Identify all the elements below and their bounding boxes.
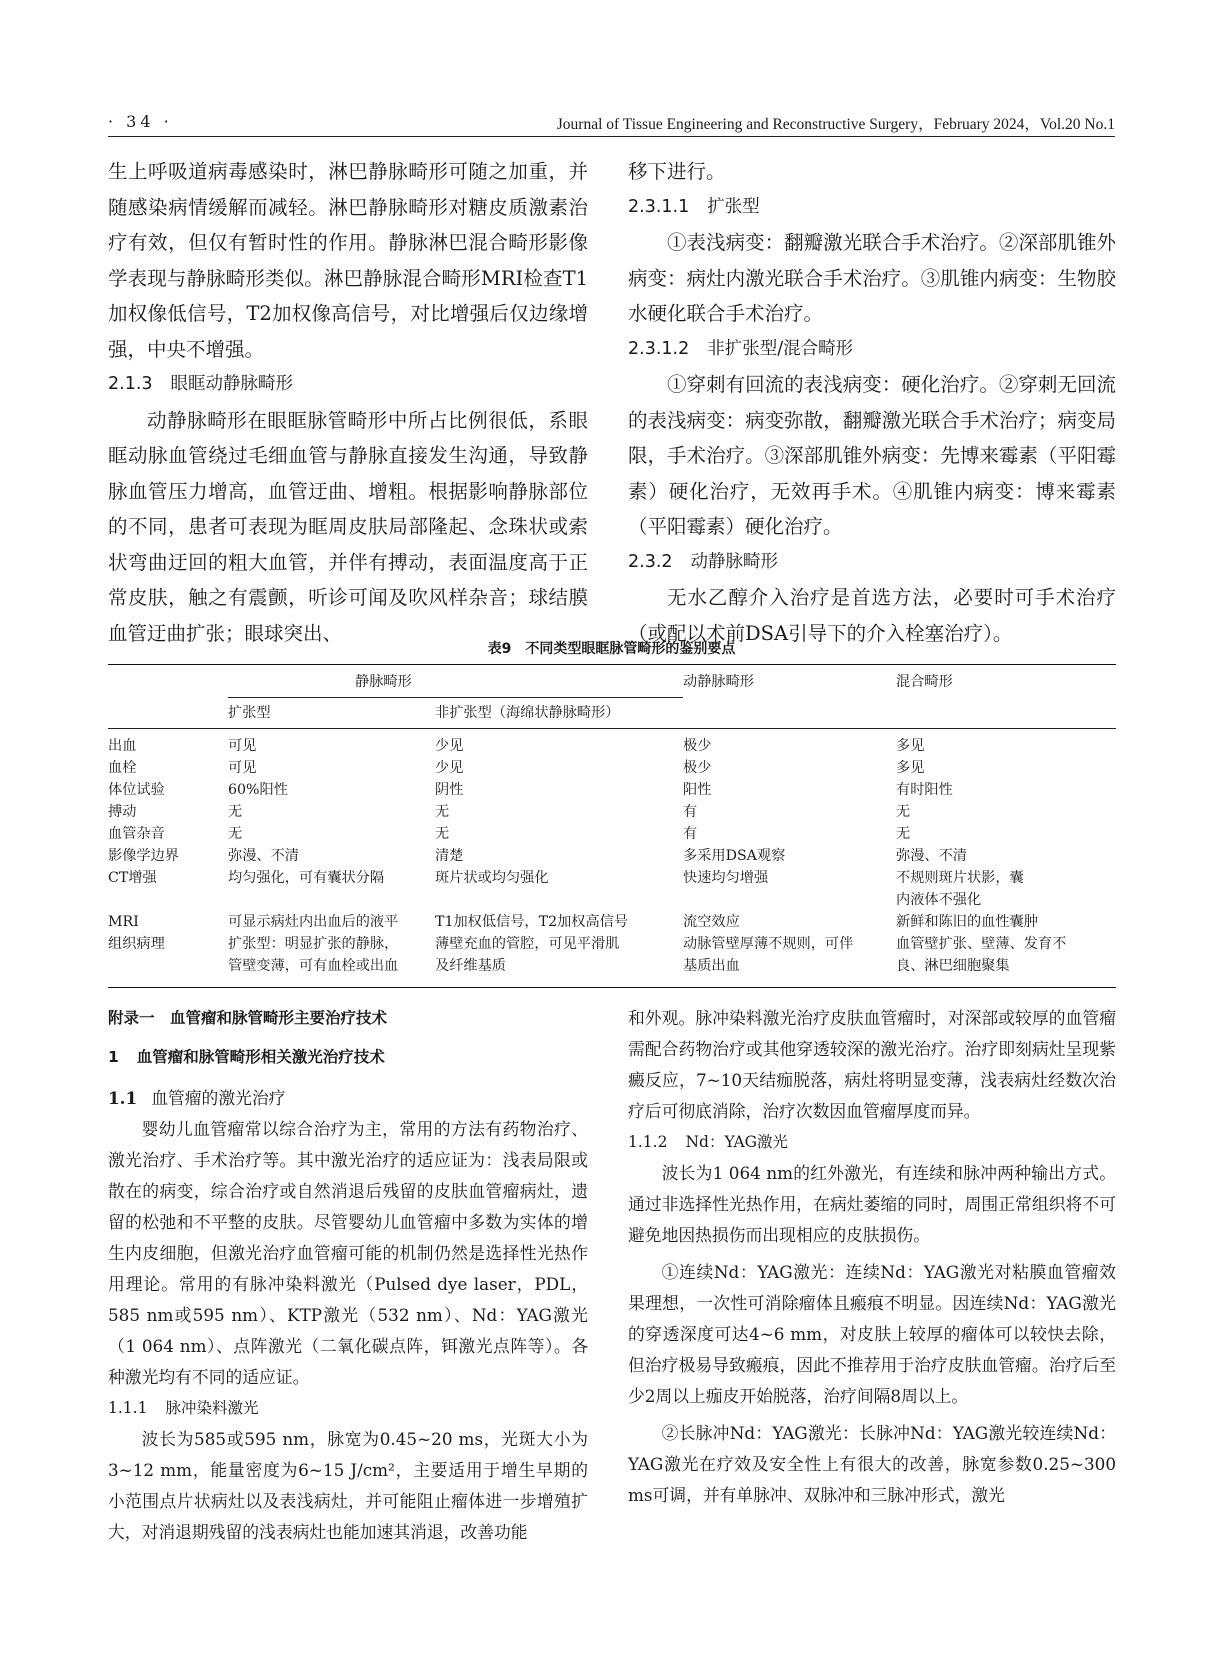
- cell: 动脉管壁厚薄不规则，可伴基质出血: [683, 933, 896, 988]
- cell: 多见: [896, 760, 925, 776]
- row-label: 影像学边界: [108, 848, 179, 864]
- cell: 清楚: [435, 848, 464, 864]
- table-row: [108, 779, 1116, 801]
- cell: 60%阳性: [228, 782, 288, 798]
- cell: 薄壁充血的管腔，可见平滑肌及纤维基质: [435, 933, 683, 988]
- row-label: MRI: [108, 914, 139, 930]
- page-number: · 34 ·: [108, 112, 173, 131]
- section-title: 血管瘤的激光治疗: [151, 1088, 286, 1108]
- table-row: [108, 801, 1116, 823]
- section-number: 2.3.1.1: [628, 196, 690, 217]
- section-number: 1.1.1: [108, 1399, 148, 1417]
- cell: 极少: [683, 738, 712, 754]
- cell: 不规则斑片状影，囊内液体不强化: [896, 870, 1024, 908]
- sub-dilated: 扩张型: [228, 698, 435, 729]
- group-venous: [228, 665, 683, 698]
- cell: 无: [435, 804, 450, 820]
- cell: 阳性: [683, 782, 712, 798]
- paragraph: 动静脉畸形在眼眶脉管畸形中所占比例很低，系眼眶动脉血管绕过毛细血管与静脉直接发生沟通，导致静脉血管压力增高，血管迂曲、增粗。根据影响静脉部位的不同，患者可表现为眶周皮肤局部隆起、念珠状或索状弯曲迂回的粗大血管，并伴有搏动，表面温度高于正常皮肤，触之有震颤，听诊可闻及吹风样杂音；球结膜血管迂曲扩张；眼球突出、: [108, 408, 588, 645]
- paragraph: 波长为585或595 nm，脉宽为0.45~20 ms，光斑大小为3~12 mm，能量密度为6~15 J/cm²，主要适用于增生早期的小范围点片状病灶以及表浅病灶，并可能阻止瘤体进一步增殖扩大，对消退期残留的浅表病灶也能加速其消退，改善功能: [108, 1429, 588, 1542]
- section-heading-1-1-1: [108, 1393, 588, 1424]
- corner-cell: [108, 698, 228, 729]
- table-row: [108, 757, 1116, 779]
- running-header: [108, 112, 1115, 138]
- section-title: 血管瘤和脉管畸形相关激光治疗技术: [136, 1048, 385, 1066]
- section-heading-1: [108, 1042, 588, 1073]
- section-number: 1.1: [108, 1088, 138, 1108]
- section-heading-1-1: [108, 1083, 588, 1114]
- paragraph: 移下进行。: [628, 160, 726, 183]
- cell: 有时阳性: [896, 782, 953, 798]
- table-row: [108, 933, 1116, 988]
- cell: 可见: [228, 760, 257, 776]
- paragraph: ①穿刺有回流的表浅病变：硬化治疗。②穿刺无回流的表浅病变：病变弥散，翻瓣激光联合手术治疗；病变局限，手术治疗。③深部肌锥外病变：先博来霉素（平阳霉素）硬化治疗，无效再手术。④肌锥内病变：博来霉素（平阳霉素）硬化治疗。: [628, 373, 1116, 538]
- row-label: CT增强: [108, 870, 157, 886]
- cell: 均匀强化，可有囊状分隔: [228, 870, 385, 886]
- cell: 弥漫、不清: [228, 848, 299, 864]
- section-heading-2-3-2: [628, 545, 1116, 581]
- row-label: 组织病理: [108, 933, 228, 988]
- table-row: [108, 867, 1116, 911]
- corner-cell: [108, 665, 228, 698]
- section-title: Nd：YAG激光: [685, 1133, 789, 1151]
- paragraph: 婴幼儿血管瘤常以综合治疗为主，常用的方法有药物治疗、激光治疗、手术治疗等。其中激光治疗的适应证为：浅表局限或散在的病变，综合治疗或自然消退后残留的皮肤血管瘤病灶，遗留的松弛和不平整的皮肤。尽管婴幼儿血管瘤中多数为实体的增生内皮细胞，但激光治疗血管瘤可能的机制仍然是选择性光热作用理论。常用的有脉冲染料激光（Pulsed dye laser，PDL，585 nm或595 nm）、KTP激光（532 nm）、Nd：YAG激光（1 064 nm）、点阵激光（二氧化碳点阵，铒激光点阵等）。各种激光均有不同的适应证。: [108, 1119, 588, 1387]
- row-label: 体位试验: [108, 782, 165, 798]
- cell: 扩张型：明显扩张的静脉，管壁变薄，可有血栓或出血: [228, 933, 435, 988]
- paragraph: 无水乙醇介入治疗是首选方法，必要时可手术治疗（或配以术前DSA引导下的介入栓塞治疗）。: [628, 586, 1116, 645]
- journal-citation: Journal of Tissue Engineering and Reconstructive Surgery，February 2024，Vol.20 No.1: [556, 116, 1115, 133]
- paragraph: 生上呼吸道病毒感染时，淋巴静脉畸形可随之加重，并随感染病情缓解而减轻。淋巴静脉畸形对糖皮质激素治疗有效，但仅有暂时性的作用。静脉淋巴混合畸形影像学表现与静脉畸形类似。淋巴静脉混合畸形MRI检查T1加权像低信号，T2加权像高信号，对比增强后仅边缘增强，中央不增强。: [108, 160, 588, 361]
- table-row: [108, 823, 1116, 845]
- cell: 快速均匀增强: [683, 870, 769, 886]
- bottom-left-column: [108, 1003, 588, 1548]
- group-mixed: 混合畸形: [896, 665, 1116, 729]
- section-title: 眼眶动静脉畸形: [170, 374, 294, 394]
- table-caption: 表9 不同类型眼眶脉管畸形的鉴别要点: [487, 641, 736, 657]
- comparison-table: [108, 664, 1116, 988]
- cell: 极少: [683, 760, 712, 776]
- paragraph: ②长脉冲Nd：YAG激光：长脉冲Nd：YAG激光较连续Nd：YAG激光在疗效及安全性上有很大的改善，脉宽参数0.25~300 ms可调，并有单脉冲、双脉冲和三脉冲形式，激光: [628, 1423, 1116, 1505]
- section-heading-2-3-1-2: [628, 332, 1116, 368]
- table-group-header: [108, 665, 1116, 698]
- paragraph: ①连续Nd：YAG激光：连续Nd：YAG激光对粘膜血管瘤效果理想，一次性可消除瘤体且瘢痕不明显。因连续Nd：YAG激光的穿透深度可达4~6 mm，对皮肤上较厚的瘤体可以较快去除，但治疗极易导致瘢痕，因此不推荐用于治疗皮肤血管瘤。治疗后至少2周以上痂皮开始脱落，治疗间隔8周以上。: [628, 1262, 1116, 1406]
- cell: 有: [683, 804, 698, 820]
- cell: 可见: [228, 738, 257, 754]
- cell: 无: [896, 804, 911, 820]
- row-label: 血管杂音: [108, 826, 165, 842]
- section-number: 2.3.2: [628, 551, 673, 572]
- bottom-right-column: [628, 1003, 1116, 1511]
- section-heading-2-3-1-1: [628, 190, 1116, 226]
- section-title: 脉冲染料激光: [165, 1399, 259, 1417]
- top-right-column: [628, 154, 1116, 651]
- appendix-title: 附录一 血管瘤和脉管畸形主要治疗技术: [108, 1009, 388, 1027]
- section-number: 2.1.3: [108, 374, 153, 394]
- cell: 少见: [435, 760, 464, 776]
- sub-nondilated: 非扩张型（海绵状静脉畸形）: [435, 698, 683, 729]
- cell: 少见: [435, 738, 464, 754]
- group-av: 动静脉畸形: [683, 665, 896, 729]
- table-row: [108, 729, 1116, 758]
- section-title: 动静脉畸形: [690, 551, 779, 572]
- cell: 阴性: [435, 782, 464, 798]
- cell: 可显示病灶内出血后的液平: [228, 914, 399, 930]
- paragraph: 和外观。脉冲染料激光治疗皮肤血管瘤时，对深部或较厚的血管瘤需配合药物治疗或其他穿透较深的激光治疗。治疗即刻病灶呈现紫癜反应，7~10天结痂脱落，病灶将明显变薄，浅表病灶经数次治疗后可彻底消除，治疗次数因血管瘤厚度而异。: [628, 1008, 1116, 1121]
- cell: 无: [228, 804, 243, 820]
- cell: T1加权低信号，T2加权高信号: [435, 914, 629, 930]
- section-title: 非扩张型/混合畸形: [707, 338, 854, 359]
- row-label: 搏动: [108, 804, 137, 820]
- row-label: 血栓: [108, 760, 137, 776]
- header-rule: [108, 136, 1115, 137]
- section-number: 1: [108, 1048, 119, 1066]
- cell: 弥漫、不清: [896, 848, 967, 864]
- cell: 有: [683, 826, 698, 842]
- top-left-column: [108, 154, 588, 651]
- section-number: 2.3.1.2: [628, 338, 690, 359]
- cell: 血管壁扩张、壁薄、发育不良、淋巴细胞聚集: [896, 933, 1116, 988]
- section-number: 1.1.2: [628, 1133, 668, 1151]
- cell: 流空效应: [683, 914, 740, 930]
- cell: 斑片状或均匀强化: [435, 870, 549, 886]
- section-title: 扩张型: [707, 196, 760, 217]
- cell: 新鲜和陈旧的血性囊肿: [896, 914, 1038, 930]
- cell: 无: [228, 826, 243, 842]
- table-row: [108, 911, 1116, 933]
- row-label: 出血: [108, 738, 137, 754]
- cell: 无: [435, 826, 450, 842]
- cell: 无: [896, 826, 911, 842]
- paragraph: ①表浅病变：翻瓣激光联合手术治疗。②深部肌锥外病变：病灶内激光联合手术治疗。③肌锥内病变：生物胶水硬化联合手术治疗。: [628, 231, 1116, 325]
- cell: 多见: [896, 738, 925, 754]
- cell: 多采用DSA观察: [683, 848, 786, 864]
- table-row: [108, 845, 1116, 867]
- group-label: 静脉畸形: [355, 674, 412, 690]
- section-heading-1-1-2: [628, 1127, 1116, 1158]
- paragraph: 波长为1 064 nm的红外激光，有连续和脉冲两种输出方式。通过非选择性光热作用，在病灶萎缩的同时，周围正常组织将不可避免地因热损伤而出现相应的皮肤损伤。: [628, 1163, 1116, 1245]
- section-heading-2-1-3: [108, 367, 588, 403]
